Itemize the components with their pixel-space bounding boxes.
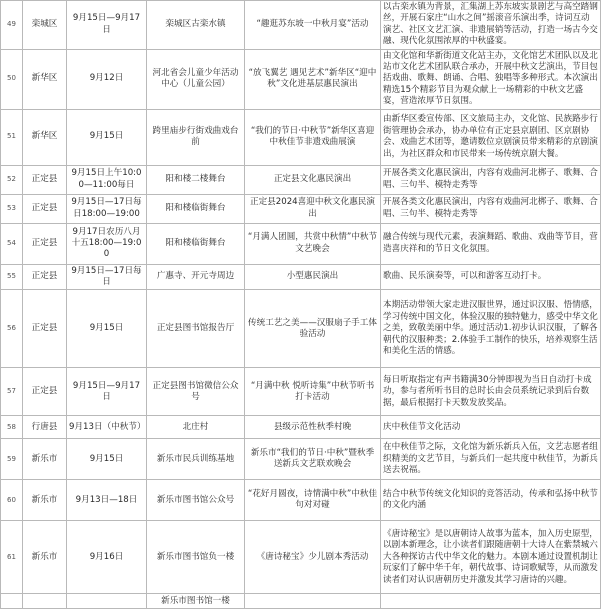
time-cell: 9月15日—9月17日 (67, 368, 147, 416)
description-cell: 由文化馆和华新街道文化站主办，文化馆艺术团队以及北站市文化艺术团队联合承办，开展中秋文艺演出，节目包括戏曲、歌舞、朗诵、合唱、独唱等多种形式。本次演出精选15个精彩节目为观众献上一场精彩的中秋文艺盛宴，营造浓厚节日氛围。 (381, 49, 601, 109)
row-number (1, 594, 23, 609)
time-cell: 9月15日 (67, 290, 147, 368)
event-name-cell: 《唐诗秘宝》少儿剧本秀活动 (245, 521, 381, 594)
event-name-cell: 小型惠民演出 (245, 264, 381, 290)
table-row (1, 49, 601, 109)
location-cell: 栾城区古栾水镇 (147, 1, 245, 50)
district-cell (23, 594, 67, 609)
table-row (1, 165, 601, 194)
description-cell: 由新华区委宣传部、区文旅局主办，文化馆、民族路步行街管理协会承办，协办单位有正定县京剧团、区京剧协会、戏曲艺术团等，邀请数位京剧演员带来精彩的京剧演出，为社区群众和市民带来一场传统京剧大餐。 (381, 109, 601, 165)
table-row (1, 480, 601, 521)
district-cell: 新乐市 (23, 521, 67, 594)
location-cell: 阳和楼临街舞台 (147, 194, 245, 223)
time-cell: 9月13日（中秋节） (67, 416, 147, 439)
district-cell: 正定县 (23, 194, 67, 223)
row-number: 54 (1, 223, 23, 264)
location-cell: 阳和楼临街舞台 (147, 223, 245, 264)
location-cell: 河北省会儿童少年活动中心（儿童公园） (147, 49, 245, 109)
time-cell: 9月13日—18日 (67, 480, 147, 521)
location-cell: 新乐市图书馆一楼 (147, 594, 245, 609)
row-number: 56 (1, 290, 23, 368)
event-name-cell: “月满人团圆，共赏中秋情”中秋节文艺晚会 (245, 223, 381, 264)
location-cell: 北庄村 (147, 416, 245, 439)
event-name-cell: 正定县文化惠民演出 (245, 165, 381, 194)
description-cell: 融合传统与现代元素，表演舞蹈、歌曲、戏曲等节目，营造喜庆祥和的节日文化氛围。 (381, 223, 601, 264)
table-row (1, 194, 601, 223)
location-cell: 新乐市民兵训练基地 (147, 439, 245, 480)
event-name-cell: “月满中秋 悦听诗集”中秋节听书打卡活动 (245, 368, 381, 416)
description-cell: 以古栾水镇为背景，汇集湖上苏东坡实景剧艺与高空踏钢丝，开展石家庄“山水之间”摇滚音乐演出季，诗词互动演艺、社区文艺汇演、非遗展销等活动，打造一场古今交融、现代化氛围浓厚的中秋盛宴。 (381, 1, 601, 50)
row-number: 51 (1, 109, 23, 165)
table-row (1, 521, 601, 594)
description-cell: 《唐诗秘宝》是以唐朝诗人故事为蓝本，加入历史原型，以剧本新理念，让小读者们跟随唐朝十大诗人在紫禁城六大各种探访古代中华文化的魅力。本剧本通过设置机制让玩家们了解中华千年，朝代故事、诗词歌赋等，从而激发读者们对认识唐朝历史并激发其学习唐诗的兴趣。 (381, 521, 601, 594)
description-cell: 结合中秋节传统文化知识的竞答活动，传承和弘扬中秋节的文化内涵 (381, 480, 601, 521)
time-cell: 9月15日上午10:00—11:00每日 (67, 165, 147, 194)
row-number: 58 (1, 416, 23, 439)
time-cell: 9月15日 (67, 439, 147, 480)
location-cell: 跨里庙步行街戏曲戏台前 (147, 109, 245, 165)
time-cell: 9月15日—17日每日 (67, 264, 147, 290)
description-cell: 每日听取指定有声书籍满30分钟即视为当日自动打卡成功，参与者所听书目的总时长由会员系统记录到后台数据，最后根据打卡天数发放奖品。 (381, 368, 601, 416)
location-cell: 正定县图书馆微信公众号 (147, 368, 245, 416)
row-number: 53 (1, 194, 23, 223)
event-name-cell: 传统工艺之美——汉服扇子手工体验活动 (245, 290, 381, 368)
event-name-cell: 新乐市“我们的节日·中秋”暨秋季送新兵文艺联欢晚会 (245, 439, 381, 480)
location-cell: 新乐市图书馆负一楼 (147, 521, 245, 594)
district-cell: 正定县 (23, 264, 67, 290)
table-row (1, 1, 601, 50)
time-cell: 9月16日 (67, 521, 147, 594)
event-name-cell: 正定县2024喜迎中秋文化惠民演出 (245, 194, 381, 223)
row-number: 61 (1, 521, 23, 594)
district-cell: 正定县 (23, 223, 67, 264)
table-row (1, 264, 601, 290)
row-number: 50 (1, 49, 23, 109)
time-cell (67, 594, 147, 609)
description-cell: 在中秋佳节之际，文化馆为新乐新兵入伍，文艺志愿者组织精美的文艺节目，与新兵们一起共度中秋佳节，为新兵送去祝福。 (381, 439, 601, 480)
table-row (1, 223, 601, 264)
table-row (1, 368, 601, 416)
table-row (1, 290, 601, 368)
district-cell: 新乐市 (23, 480, 67, 521)
event-name-cell: “放飞翼艺 遇见艺术”新华区“迎中秋”文化进基层惠民演出 (245, 49, 381, 109)
description-cell (381, 594, 601, 609)
district-cell: 行唐县 (23, 416, 67, 439)
district-cell: 新华区 (23, 109, 67, 165)
district-cell: 新乐市 (23, 439, 67, 480)
location-cell: 正定县图书馆报告厅 (147, 290, 245, 368)
time-cell: 9月15日 (67, 109, 147, 165)
description-cell: 开展各类文化惠民演出，内容有戏曲河北梆子、歌舞、合唱、三句半、模特走秀等 (381, 165, 601, 194)
row-number: 57 (1, 368, 23, 416)
row-number: 60 (1, 480, 23, 521)
district-cell: 正定县 (23, 368, 67, 416)
time-cell: 9月12日 (67, 49, 147, 109)
time-cell: 9月15日—17日每日18:00—19:00 (67, 194, 147, 223)
description-cell: 庆中秋佳节文化活动 (381, 416, 601, 439)
district-cell: 正定县 (23, 165, 67, 194)
district-cell: 栾城区 (23, 1, 67, 50)
time-cell: 9月17日农历八月十五18:00—19:00 (67, 223, 147, 264)
description-cell: 歌曲、民乐演奏等，可以和游客互动打卡。 (381, 264, 601, 290)
row-number: 59 (1, 439, 23, 480)
event-name-cell: “我们的节日·中秋节”新华区喜迎中秋佳节非遗戏曲展演 (245, 109, 381, 165)
description-cell: 本期活动带领大家走进汉服世界，通过识汉服、悟情感，学习传统中国文化，体验汉服的独特魅力，感受中华文化之美，致敬美丽中华。通过活动1.初步认识汉服，了解各朝代的汉服种类；2.体验手工制作的快乐，培养观察生活和美化生活的情感。 (381, 290, 601, 368)
time-cell: 9月15日—9月17日 (67, 1, 147, 50)
row-number: 49 (1, 1, 23, 50)
location-cell: 阳和楼二楼舞台 (147, 165, 245, 194)
table-row (1, 109, 601, 165)
location-cell: 广惠寺、开元寺周边 (147, 264, 245, 290)
event-name-cell: “花好月圆夜，诗情满中秋”中秋佳句对对碰 (245, 480, 381, 521)
location-cell: 新乐市图书馆公众号 (147, 480, 245, 521)
event-name-cell: 县级示范性秋季村晚 (245, 416, 381, 439)
row-number: 52 (1, 165, 23, 194)
event-name-cell: “趣逛苏东坡一中秋月宴”活动 (245, 1, 381, 50)
table-row (1, 416, 601, 439)
district-cell: 正定县 (23, 290, 67, 368)
table-row (1, 594, 601, 609)
description-cell: 开展各类文化惠民演出，内容有戏曲河北梆子、歌舞、合唱、三句半、模特走秀等 (381, 194, 601, 223)
row-number: 55 (1, 264, 23, 290)
table-row (1, 439, 601, 480)
event-name-cell (245, 594, 381, 609)
district-cell: 新华区 (23, 49, 67, 109)
